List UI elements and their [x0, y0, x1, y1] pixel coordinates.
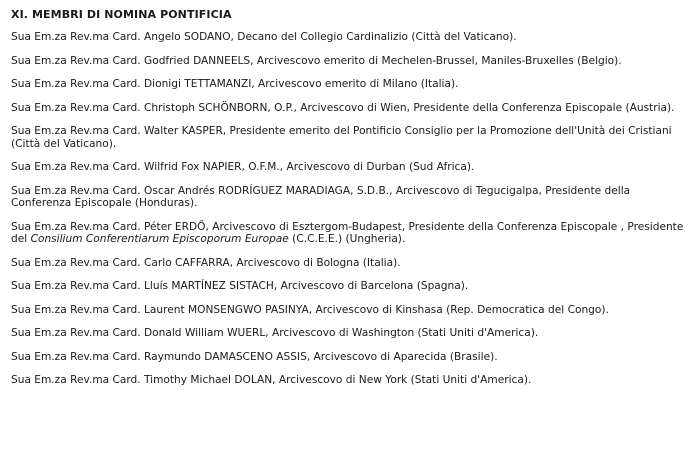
list-item: Sua Em.za Rev.ma Card. Donald William WUERL, Arcivescovo di Washington (Stati Uniti d'America).	[11, 327, 539, 339]
list-item: Sua Em.za Rev.ma Card. Laurent MONSENGWO PASINYA, Arcivescovo di Kinshasa (Rep. Democratica del Congo).	[11, 303, 609, 316]
list-item-text-italic: Consilium Conferentiarum Episcoporum Europae	[30, 233, 289, 245]
list-item: Sua Em.za Rev.ma Card. Raymundo DAMASCENO ASSIS, Arcivescovo di Aparecida (Brasile).	[11, 350, 498, 363]
list-item: Sua Em.za Rev.ma Card. Oscar Andrés RODRÍGUEZ MARADIAGA, S.D.B., Arcivescovo di Tegucigalpa, Presidente della Conferenza Episcopale (Honduras).	[11, 184, 631, 209]
list-item-mixed	[11, 221, 688, 246]
list-item: Sua Em.za Rev.ma Card. Timothy Michael DOLAN, Arcivescovo di New York (Stati Uniti d'America).	[11, 374, 532, 386]
list-item: Sua Em.za Rev.ma Card. Wilfrid Fox NAPIER, O.F.M., Arcivescovo di Durban (Sud Africa).	[11, 161, 475, 173]
list-item: Sua Em.za Rev.ma Card. Angelo SODANO, Decano del Collegio Cardinalizio (Città del Vaticano).	[11, 31, 517, 43]
list-item-text-after: (C.C.E.E.) (Ungheria).	[288, 233, 406, 245]
list-item: Sua Em.za Rev.ma Card. Dionigi TETTAMANZI, Arcivescovo emerito di Milano (Italia).	[11, 78, 459, 90]
section-heading: XI. MEMBRI DI NOMINA PONTIFICIA	[11, 8, 232, 21]
list-item: Sua Em.za Rev.ma Card. Walter KASPER, Presidente emerito del Pontificio Consiglio per la Promozione dell'Unità dei Cristiani (Città del Vaticano).	[11, 125, 672, 150]
list-item: Sua Em.za Rev.ma Card. Lluís MARTÍNEZ SISTACH, Arcivescovo di Barcelona (Spagna).	[11, 280, 469, 292]
list-item: Sua Em.za Rev.ma Card. Godfried DANNEELS, Arcivescovo emerito di Mechelen-Brussel, Maniles-Bruxelles (Belgio).	[11, 54, 622, 67]
list-item: Sua Em.za Rev.ma Card. Carlo CAFFARRA, Arcivescovo di Bologna (Italia).	[11, 256, 401, 269]
list-item-text-before: Sua Em.za Rev.ma Card. Péter ERDŐ, Arcivescovo di Esztergom-Budapest, Presidente della Conferenza Episcopale , Presidente del	[11, 220, 684, 245]
list-item: Sua Em.za Rev.ma Card. Christoph SCHÖNBORN, O.P., Arcivescovo di Wien, Presidente della Conferenza Episcopale (Austria).	[11, 101, 675, 114]
